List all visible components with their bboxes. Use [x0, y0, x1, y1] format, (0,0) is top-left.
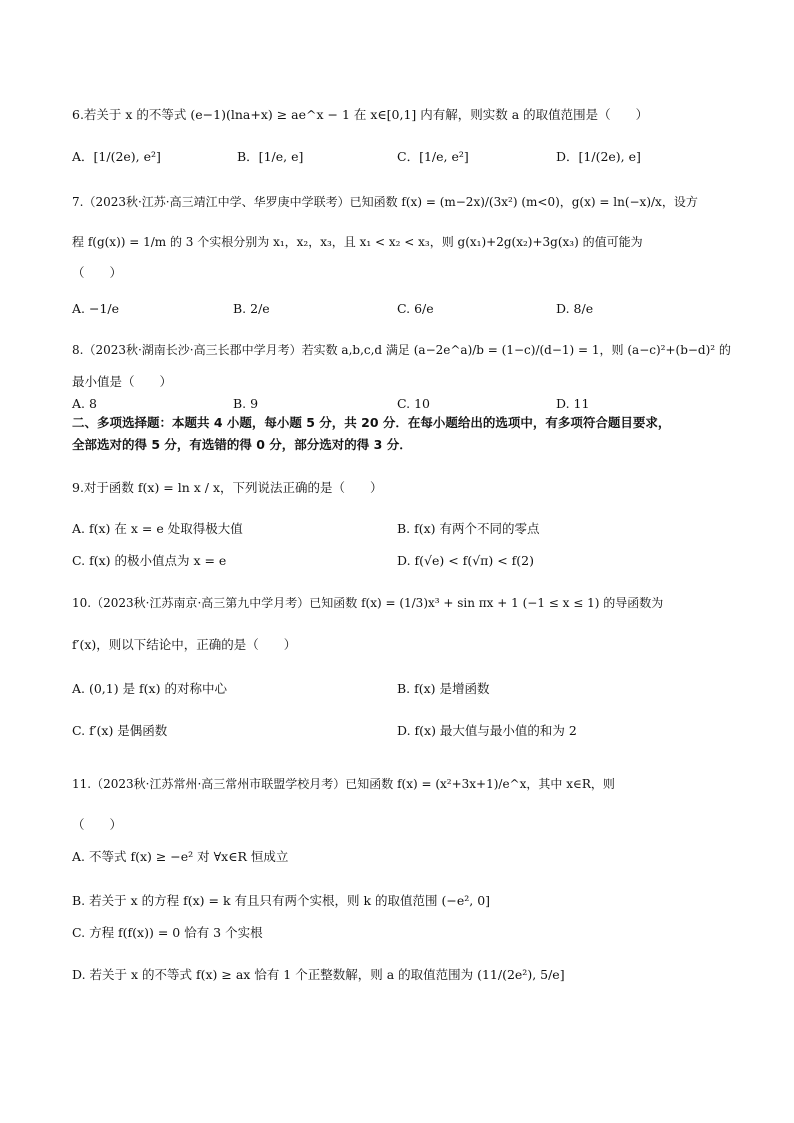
q8-option-a: A. 8 — [72, 396, 97, 411]
q7-option-c: C. 6/e — [397, 301, 434, 316]
q11-option-b: B. 若关于 x 的方程 f(x) = k 有且只有两个实根，则 k 的取值范围 (−e², 0] — [72, 893, 491, 908]
q7-option-d: D. 8/e — [556, 301, 594, 316]
q6-stem: 6.若关于 x 的不等式 (e−1)(lna+x) ≥ ae^x − 1 在 x∈[0,1] 内有解，则实数 a 的取值范围是（ ） — [72, 107, 649, 122]
q11-stem-line1: 11.（2023秋·江苏常州·高三常州市联盟学校月考）已知函数 f(x) = (x²+3x+1)/e^x，其中 x∈R，则 — [72, 777, 615, 791]
q10-option-c: C. f′(x) 是偶函数 — [72, 723, 168, 738]
q8-stem-line1: 8.（2023秋·湖南长沙·高三长郡中学月考）若实数 a,b,c,d 满足 (a−2e^a)/b = (1−c)/(d−1) = 1，则 (a−c)²+(b−d)² 的 — [72, 343, 731, 357]
q7-stem-line2: 程 f(g(x)) = 1/m 的 3 个实根分别为 x₁，x₂，x₃，且 x₁ < x₂ < x₃，则 g(x₁)+2g(x₂)+3g(x₃) 的值可能为 — [72, 235, 643, 249]
q8-option-d: D. 11 — [556, 396, 590, 411]
q7-stem-line3: （ ） — [72, 265, 123, 280]
q11-option-c: C. 方程 f(f(x)) = 0 恰有 3 个实根 — [72, 925, 263, 940]
q8-option-c: C. 10 — [397, 396, 430, 411]
section-2-heading-line2: 全部选对的得 5 分，有选错的得 0 分，部分选对的得 3 分． — [72, 437, 412, 452]
q9-option-b: B. f(x) 有两个不同的零点 — [397, 521, 540, 536]
q10-option-a: A. (0,1) 是 f(x) 的对称中心 — [72, 681, 227, 696]
q9-stem: 9.对于函数 f(x) = ln x / x，下列说法正确的是（ ） — [72, 480, 383, 495]
q6-option-c: C．[1/e, e²] — [397, 149, 469, 164]
q7-option-b: B. 2/e — [233, 301, 270, 316]
q8-option-b: B. 9 — [233, 396, 259, 411]
q9-option-c: C. f(x) 的极小值点为 x = e — [72, 553, 227, 568]
q7-option-a: A. −1/e — [72, 301, 120, 316]
q8-stem-line2: 最小值是（ ） — [72, 374, 173, 389]
q10-option-d: D. f(x) 最大值与最小值的和为 2 — [397, 723, 577, 738]
q10-stem-line1: 10.（2023秋·江苏南京·高三第九中学月考）已知函数 f(x) = (1/3)x³ + sin πx + 1 (−1 ≤ x ≤ 1) 的导函数为 — [72, 596, 664, 610]
q7-stem-line1: 7.（2023秋·江苏·高三靖江中学、华罗庚中学联考）已知函数 f(x) = (m−2x)/(3x²) (m<0)，g(x) = ln(−x)/x，设方 — [72, 195, 698, 209]
q6-option-b: B．[1/e, e] — [237, 149, 304, 164]
q10-stem-line2: f′(x)，则以下结论中，正确的是（ ） — [72, 637, 297, 652]
q11-stem-line2: （ ） — [72, 817, 123, 832]
q6-option-a: A．[1/(2e), e²] — [72, 149, 161, 164]
section-2-heading-line1: 二、多项选择题：本题共 4 小题，每小题 5 分，共 20 分．在每小题给出的选项中，有多项符合题目要求， — [72, 415, 671, 430]
q11-option-a: A. 不等式 f(x) ≥ −e² 对 ∀x∈R 恒成立 — [72, 849, 289, 864]
q11-option-d: D. 若关于 x 的不等式 f(x) ≥ ax 恰有 1 个正整数解，则 a 的取值范围为 (11/(2e²), 5/e] — [72, 967, 565, 982]
q6-option-d: D．[1/(2e), e] — [556, 149, 641, 164]
q10-option-b: B. f(x) 是增函数 — [397, 681, 490, 696]
q9-option-a: A. f(x) 在 x = e 处取得极大值 — [72, 521, 243, 536]
q9-option-d: D. f(√e) < f(√π) < f(2) — [397, 553, 534, 568]
